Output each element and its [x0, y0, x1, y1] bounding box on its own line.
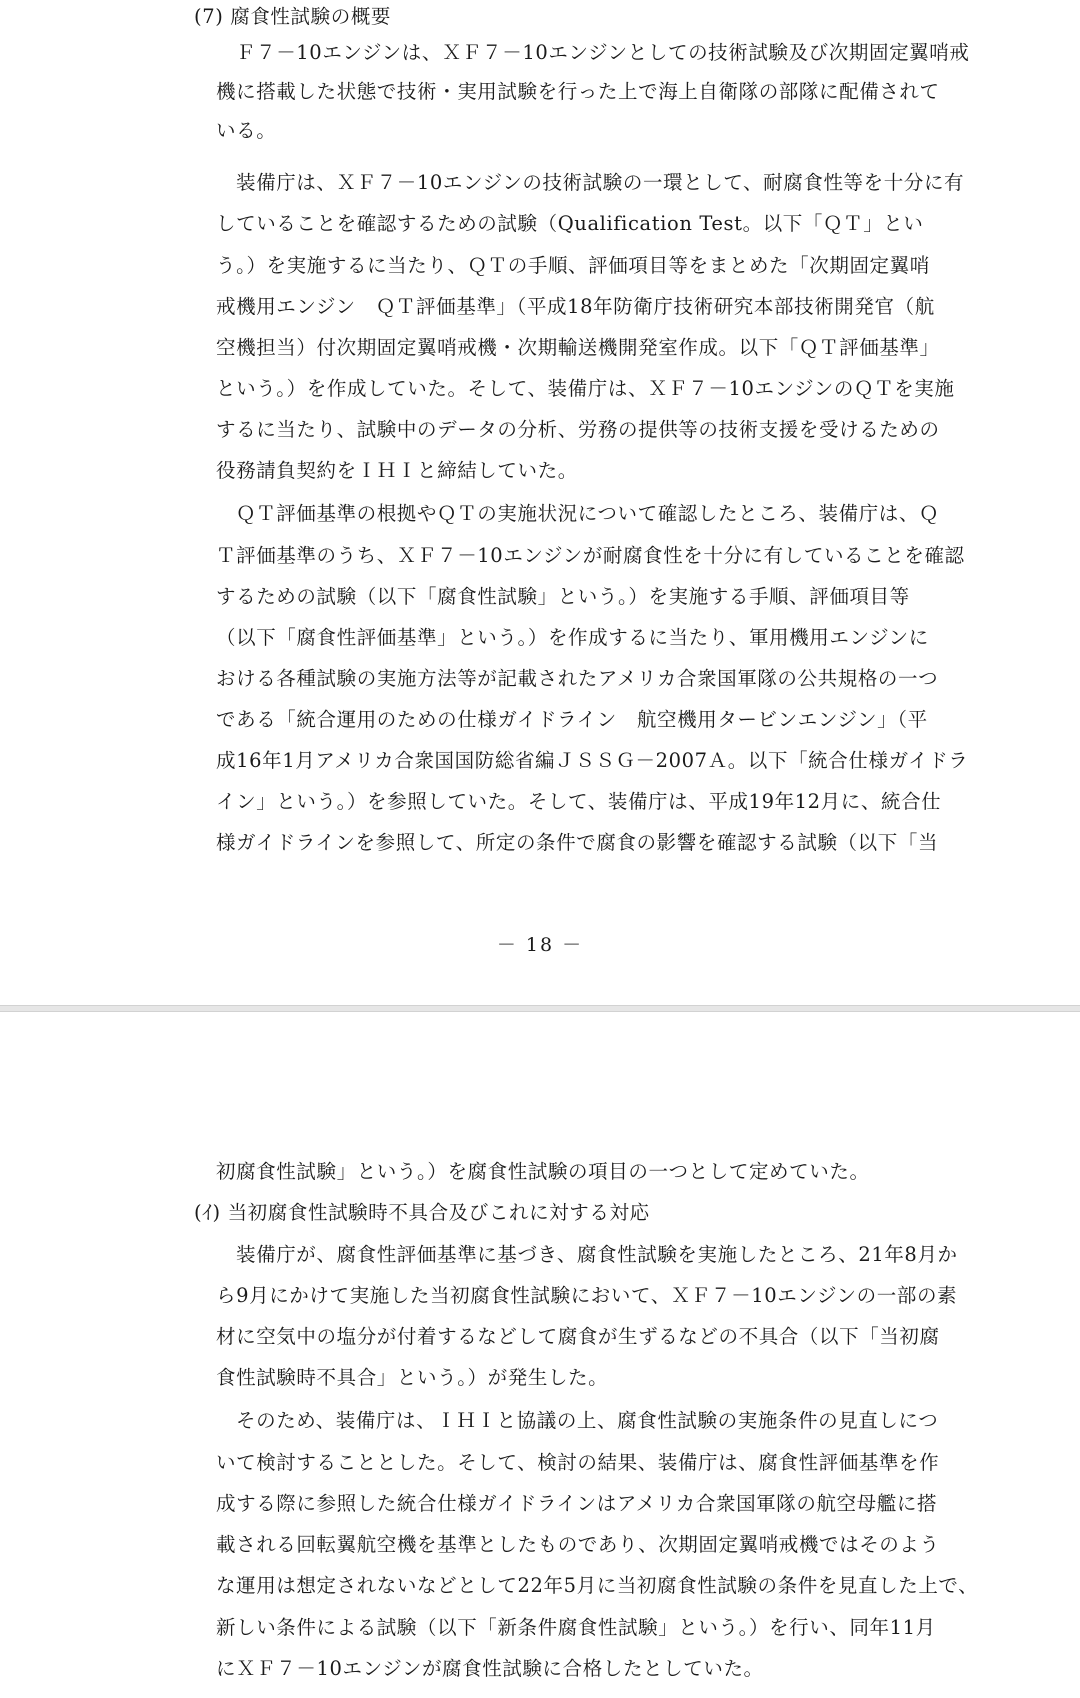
text-line: な運用は想定されないなどとして22年5月に当初腐食性試験の条件を見直した上で、: [216, 1574, 979, 1597]
text-line: 様ガイドラインを参照して、所定の条件で腐食の影響を確認する試験（以下「当: [216, 831, 939, 854]
text-line: 載される回転翼航空機を基準としたものであり、次期固定翼哨戒機ではそのよう: [216, 1533, 940, 1556]
text-line: （以下「腐食性評価基準」という。）を作成するに当たり、軍用機用エンジンに: [216, 626, 929, 649]
text-line: う。）を実施するに当たり、ＱＴの手順、評価項目等をまとめた「次期固定翼哨: [216, 254, 930, 277]
text-line: という。）を作成していた。そして、装備庁は、ＸＦ７－10エンジンのＱＴを実施: [216, 377, 955, 400]
text-line: していることを確認するための試験（Qualification Test。以下「ＱＴ」とい: [216, 212, 924, 235]
text-line: 戒機用エンジン ＱＴ評価基準」（平成18年防衛庁技術研究本部技術開発官（航: [216, 295, 935, 318]
text-line: 初腐食性試験」という。）を腐食性試験の項目の一つとして定めていた。: [216, 1160, 870, 1183]
text-line: 役務請負契約をＩＨＩと締結していた。: [216, 459, 578, 482]
text-line: するに当たり、試験中のデータの分析、労務の提供等の技術支援を受けるための: [216, 418, 940, 441]
text-line: いる。: [216, 119, 277, 142]
text-line: にＸＦ７－10エンジンが腐食性試験に合格したとしていた。: [216, 1657, 764, 1680]
text-line: 装備庁が、腐食性評価基準に基づき、腐食性試験を実施したところ、21年8月か: [236, 1243, 958, 1266]
document-page-19: [0, 1012, 1080, 1698]
page-number: － 18 －: [496, 934, 584, 956]
text-line: ら9月にかけて実施した当初腐食性試験において、ＸＦ７－10エンジンの一部の素: [216, 1284, 958, 1307]
text-line: イン」という。）を参照していた。そして、装備庁は、平成19年12月に、統合仕: [216, 790, 942, 813]
page-separator: [0, 1005, 1080, 1012]
text-line: Ｆ７－10エンジンは、ＸＦ７－10エンジンとしての技術試験及び次期固定翼哨戒: [236, 41, 970, 64]
text-line: ＱＴ評価基準の根拠やＱＴの実施状況について確認したところ、装備庁は、Ｑ: [236, 502, 940, 525]
text-line: するための試験（以下「腐食性試験」という。）を実施する手順、評価項目等: [216, 585, 910, 608]
text-line: Ｔ評価基準のうち、ＸＦ７－10エンジンが耐腐食性を十分に有していることを確認: [216, 544, 965, 567]
text-line: 成する際に参照した統合仕様ガイドラインはアメリカ合衆国軍隊の航空母艦に搭: [216, 1492, 938, 1515]
section-heading-7: (7) 腐食性試験の概要: [194, 5, 392, 28]
text-line: 空機担当）付次期固定翼哨戒機・次期輸送機開発室作成。以下「ＱＴ評価基準」: [216, 336, 940, 359]
text-line: 材に空気中の塩分が付着するなどして腐食が生ずるなどの不具合（以下「当初腐: [216, 1325, 940, 1348]
text-line: 成16年1月アメリカ合衆国国防総省編ＪＳＳＧ－2007Ａ。以下「統合仕様ガイドラ: [216, 749, 969, 772]
text-line: である「統合運用のための仕様ガイドライン 航空機用タービンエンジン」（平: [216, 708, 928, 731]
text-line: いて検討することとした。そして、検討の結果、装備庁は、腐食性評価基準を作: [216, 1451, 940, 1474]
section-heading-i: (ｲ) 当初腐食性試験時不具合及びこれに対する対応: [194, 1201, 650, 1224]
text-line: 新しい条件による試験（以下「新条件腐食性試験」という。）を行い、同年11月: [216, 1616, 936, 1639]
text-line: そのため、装備庁は、ＩＨＩと協議の上、腐食性試験の実施条件の見直しにつ: [236, 1409, 939, 1432]
text-line: 機に搭載した状態で技術・実用試験を行った上で海上自衛隊の部隊に配備されて: [216, 80, 940, 103]
text-line: おける各種試験の実施方法等が記載されたアメリカ合衆国軍隊の公共規格の一つ: [216, 667, 939, 690]
text-line: 食性試験時不具合」という。）が発生した。: [216, 1366, 609, 1389]
text-line: 装備庁は、ＸＦ７－10エンジンの技術試験の一環として、耐腐食性等を十分に有: [236, 171, 965, 194]
